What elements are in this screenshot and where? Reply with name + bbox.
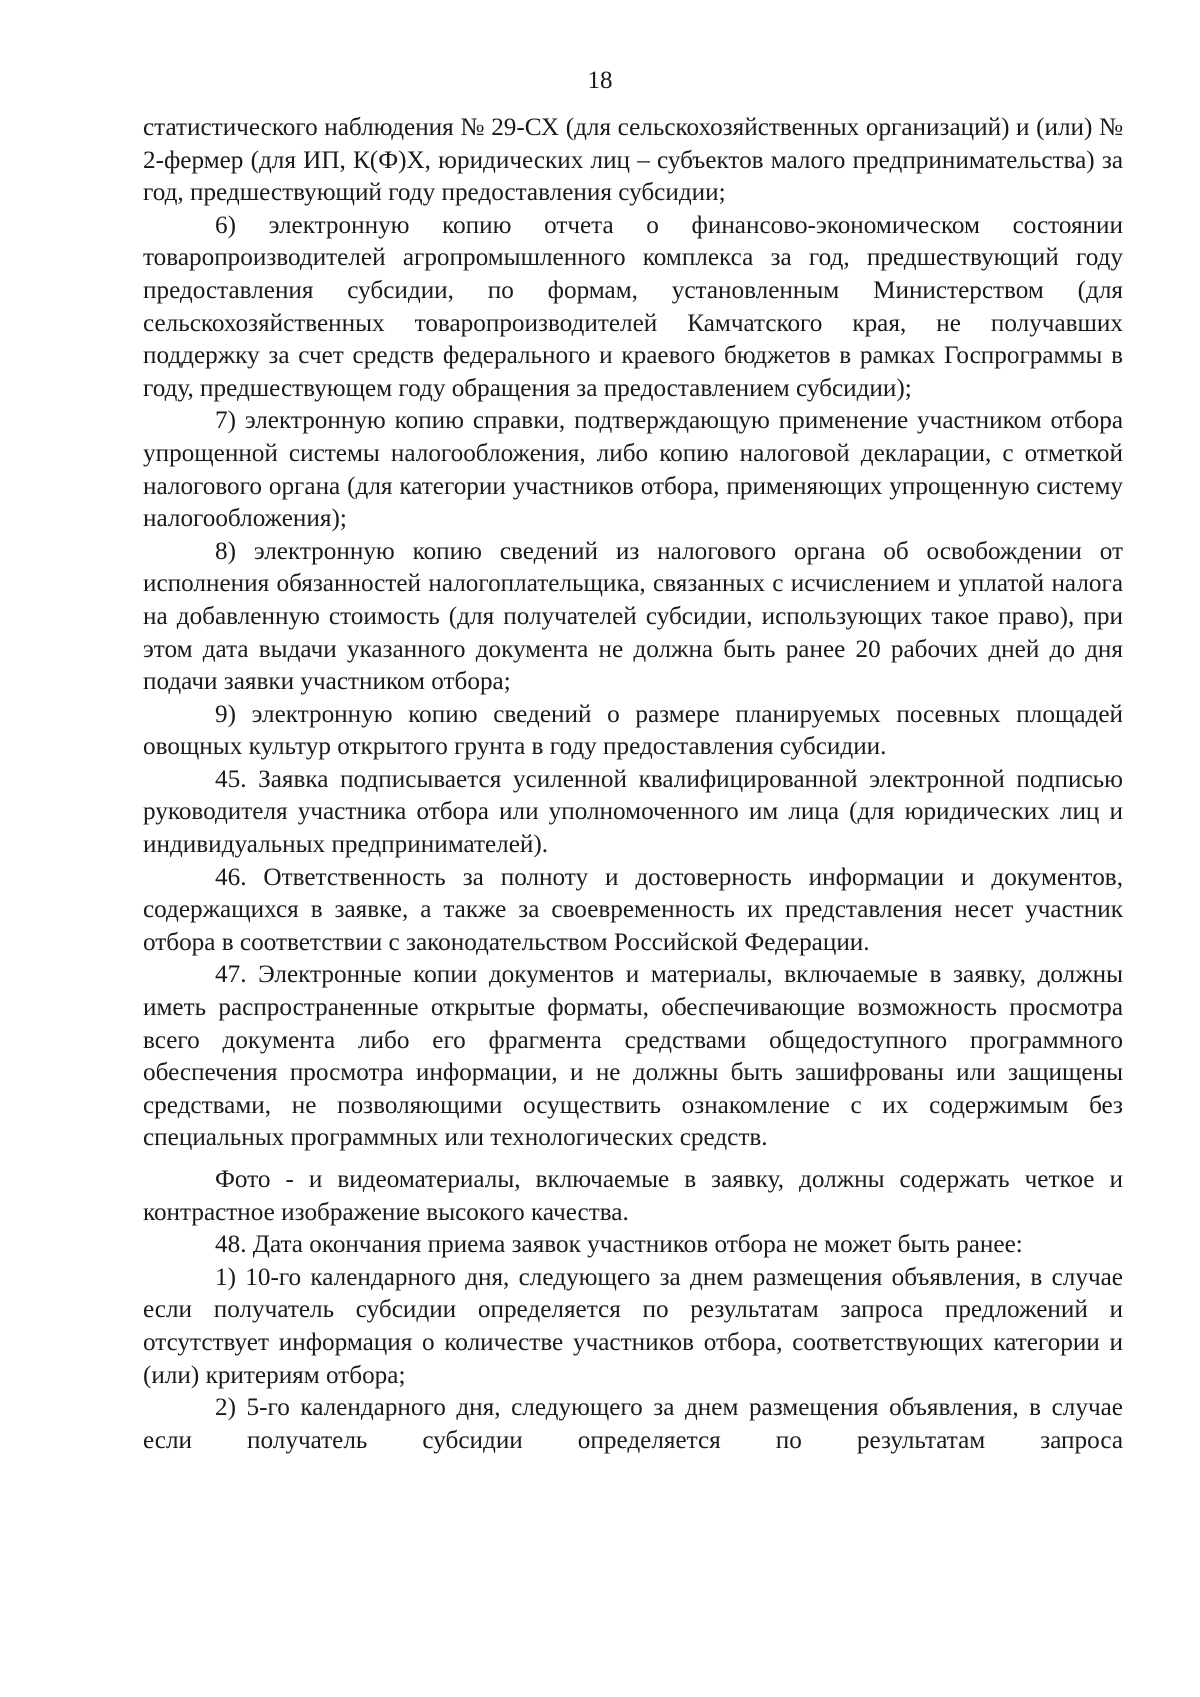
paragraph: 8) электронную копию сведений из налогового органа об освобождении от исполнения обязанностей налогоплательщика, связанных с исчислением и уплатой налога на добавленную стоимость (для получателей субсидии, использующих такое право), при этом дата выдачи указанного документа не должна быть ранее 20 рабочих дней до дня подачи заявки участником отбора; xyxy=(143,537,1123,696)
paragraph: 6) электронную копию отчета о финансово-экономическом состоянии товаропроизводителей агропромышленного комплекса за год, предшествующий году предоставления субсидии, по формам, установленным Министерством (для сельскохозяйственных товаропроизводителей Камчатского края, не получавших поддержку за счет средств федерального и краевого бюджетов в рамках Госпрограммы в году, предшествующем году обращения за предоставлением субсидии); xyxy=(143,211,1123,402)
paragraph: 7) электронную копию справки, подтверждающую применение участником отбора упрощенной системы налогообложения, либо копию налоговой декларации, с отметкой налогового органа (для категории участников отбора, применяющих упрощенную систему налогообложения); xyxy=(143,407,1123,533)
paragraph: 46. Ответственность за полноту и достоверность информации и документов, содержащихся в заявке, а также за своевременность их представления несет участник отбора в соответствии с законодательством Российской Федерации. xyxy=(143,863,1123,956)
paragraph: 1) 10-го календарного дня, следующего за днем размещения объявления, в случае если получатель субсидии определяется по результатам запроса предложений и отсутствует информация о количестве участников отбора, соответствующих категории и (или) критериям отбора; xyxy=(143,1263,1123,1389)
page-number: 18 xyxy=(587,67,613,94)
paragraph: 45. Заявка подписывается усиленной квалифицированной электронной подписью руководителя участника отбора или уполномоченного им лица (для юридических лиц и индивидуальных предпринимателей). xyxy=(143,765,1123,859)
document-body xyxy=(143,112,1123,1457)
paragraph: статистического наблюдения № 29-СХ (для сельскохозяйственных организаций) и (или) № 2-фермер (для ИП, К(Ф)Х, юридических лиц – субъектов малого предпринимательства) за год, предшествующий году предоставления субсидии; xyxy=(143,114,1123,207)
paragraph: 9) электронную копию сведений о размере планируемых посевных площадей овощных культур открытого грунта в году предоставления субсидии. xyxy=(143,700,1123,761)
paragraph: Фото - и видеоматериалы, включаемые в заявку, должны содержать четкое и контрастное изображение высокого качества. xyxy=(143,1166,1123,1226)
paragraph: 48. Дата окончания приема заявок участников отбора не может быть ранее: xyxy=(215,1231,1023,1259)
paragraph: 2) 5-го календарного дня, следующего за днем размещения объявления, в случае если получатель субсидии определяется по результатам запроса xyxy=(143,1394,1123,1454)
paragraph: 47. Электронные копии документов и материалы, включаемые в заявку, должны иметь распространенные открытые форматы, обеспечивающие возможность просмотра всего документа либо его фрагмента средствами общедоступного программного обеспечения просмотра информации, и не должны быть зашифрованы или защищены средствами, не позволяющими осуществить ознакомление с их содержимым без специальных программных или технологических средств. xyxy=(143,961,1123,1152)
